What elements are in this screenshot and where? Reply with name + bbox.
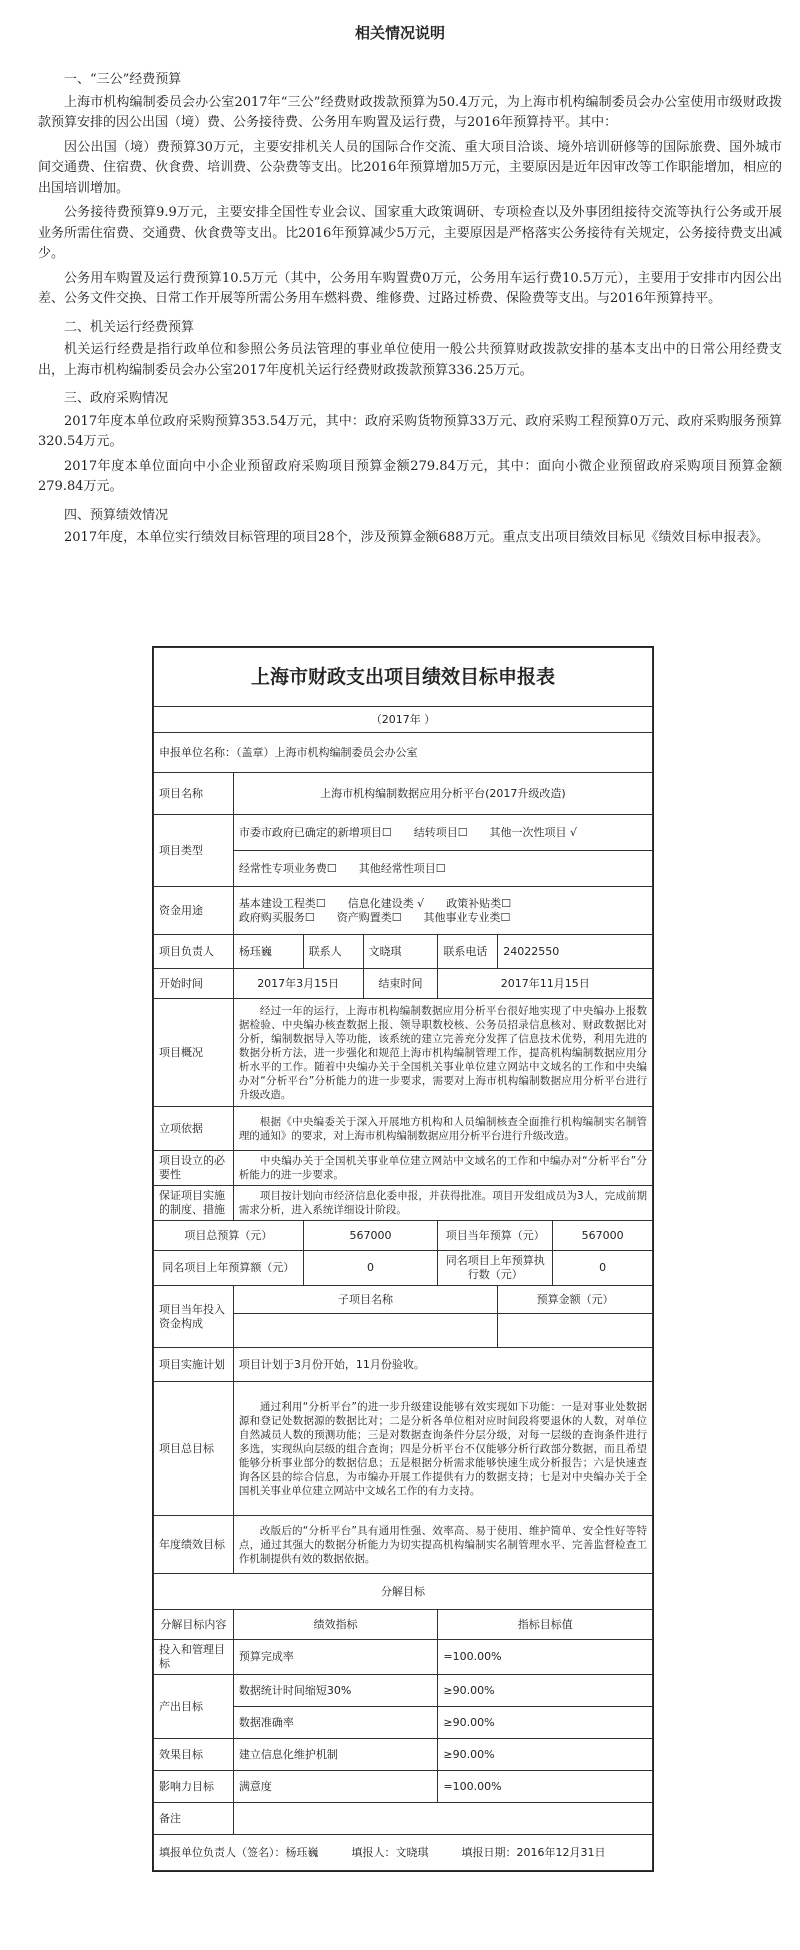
decomp-header-metric: 绩效指标 — [233, 1610, 438, 1640]
document-body — [38, 62, 782, 553]
decomp-header-value: 指标目标值 — [438, 1610, 653, 1640]
start-time-label: 开始时间 — [154, 969, 234, 999]
section-heading-1: 一、“三公”经费预算 — [64, 72, 182, 87]
paragraph: 2017年度本单位政府采购预算353.54万元，其中：政府采购货物预算33万元、政府采购工程预算0万元、政府采购服务预算320.54万元。 — [38, 413, 782, 449]
fund-use-label: 资金用途 — [154, 887, 234, 935]
goal-metric: 建立信息化维护机制 — [233, 1739, 438, 1771]
overview-value: 经过一年的运行，上海市机构编制数据应用分析平台很好地实现了中央编办上报数据检验、中央编办核查数据上报、领导职数校核、公务员招录信息核对、财政数据比对分析，编制数据导入等功能，该系统的建立完善充分发挥了信息技术优势，利用先进的数据分析方法，进一步强化和规范上海市机构编制管理工作，提高机构编制数据应用分析水平的工作。随着中央编办关于全国机关事业单位建立网站中文域名的工作和中央编办对“分析平台”分析能力的进一步要求，需要对上海市机构编制数据应用分析平台进行升级改造。 — [233, 999, 652, 1107]
overall-goal-label: 项目总目标 — [154, 1382, 234, 1516]
project-type-label: 项目类型 — [154, 815, 234, 887]
goal-row — [154, 1771, 653, 1803]
section-heading-2: 二、机关运行经费预算 — [64, 319, 195, 335]
end-time-value: 2017年11月15日 — [438, 969, 653, 999]
project-name-label: 项目名称 — [154, 773, 234, 815]
leader-value: 杨珏巍 — [233, 935, 303, 969]
goal-value: =100.00% — [438, 1640, 653, 1675]
year-budget-label: 项目当年预算（元） — [438, 1221, 553, 1251]
performance-target-form — [152, 646, 654, 1872]
goal-row — [154, 1640, 653, 1675]
goal-value: =100.00% — [438, 1771, 653, 1803]
goal-value: ≥90.00% — [438, 1675, 653, 1707]
goal-category: 投入和管理目标 — [154, 1640, 234, 1675]
annual-goal-value: 改版后的“分析平台”具有通用性强、效率高、易于使用、维护简单、安全性好等特点，通过其强大的数据分析能力为切实提高机构编制实名制管理水平、完善监督检查工作机制提供有效的数据依据。 — [233, 1516, 652, 1574]
project-type-options-1: 市委市政府已确定的新增项目☐ 结转项目☐ 其他一次性项目 √ — [233, 815, 652, 851]
plan-value: 项目计划于3月份开始，11月份验收。 — [233, 1348, 652, 1382]
phone-label: 联系电话 — [438, 935, 498, 969]
necessity-value: 中央编办关于全国机关事业单位建立网站中文域名的工作和中编办对“分析平台”分析能力的进一步要求。 — [233, 1151, 652, 1186]
goal-category: 影响力目标 — [154, 1771, 234, 1803]
document-title: 相关情况说明 — [354, 24, 445, 42]
goal-row — [154, 1675, 653, 1707]
overall-goal-value: 通过利用“分析平台”的进一步升级建设能够有效实现如下功能：一是对事业处数据源和登记处数据源的数据比对；二是分析各单位相对应时间段将要退休的人数，对单位自然减员人数的预测功能；三是对数据查询条件分层分级，对每一层级的查询条件进行多选，实现纵向层级的组合查询；四是分析平台不仅能够分析行政部分数据，而且希望能够分析事业部分的数据信息；五是根据分析需求能够快速生成分析报告；六是快速查询各区县的综合信息，为市编办开展工作提供有力的数据支持；七是对中央编办关于全国机关事业单位建立网站中文域名工作的有力支持。 — [233, 1382, 652, 1516]
basis-label: 立项依据 — [154, 1107, 234, 1151]
applicant-unit: 申报单位名称：（盖章）上海市机构编制委员会办公室 — [154, 733, 653, 773]
form-table — [153, 647, 653, 1871]
goal-value: ≥90.00% — [438, 1707, 653, 1739]
fund-use-options-1: 基本建设工程类☐ 信息化建设类 √ 政策补贴类☐ — [238, 896, 512, 910]
paragraph: 2017年度本单位面向中小企业预留政府采购项目预算金额279.84万元，其中：面向小微企业预留政府采购项目预算金额279.84万元。 — [38, 458, 782, 494]
total-budget-value: 567000 — [303, 1221, 438, 1251]
remark-value — [233, 1803, 652, 1835]
goal-row — [154, 1739, 653, 1771]
paragraph: 因公出国（境）费预算30万元，主要安排机关人员的国际合作交流、重大项目洽谈、境外培训研修等的国际旅费、国外城市间交通费、住宿费、伙食费、培训费、公杂费等支出。比2016年预算增加5万元，主要原因是近年因审改等工作职能增加，相应的出国培训增加。 — [38, 139, 782, 196]
goal-metric: 数据统计时间缩短30% — [233, 1675, 438, 1707]
phone-value: 24022550 — [498, 935, 653, 969]
project-name-value: 上海市机构编制数据应用分析平台(2017升级改造) — [233, 773, 652, 815]
paragraph: 2017年度，本单位实行绩效目标管理的项目28个，涉及预算金额688万元。重点支出项目绩效目标见《绩效目标申报表》。 — [64, 530, 769, 545]
remark-label: 备注 — [154, 1803, 234, 1835]
paragraph: 上海市机构编制委员会办公室2017年“三公”经费财政拨款预算为50.4万元，为上海市机构编制委员会办公室使用市级财政拨款预算安排的因公出国（境）费、公务接待费、公务用车购置及运行费，与2016年预算持平。其中： — [38, 94, 782, 130]
goal-category: 效果目标 — [154, 1739, 234, 1771]
basis-value: 根据《中央编委关于深入开展地方机构和人员编制核查全面推行机构编制实名制管理的通知》的要求，对上海市机构编制数据应用分析平台进行升级改造。 — [233, 1107, 652, 1151]
measures-value: 项目按计划向市经济信息化委申报，并获得批准。项目开发组成员为3人，完成前期需求分析，进入系统详细设计阶段。 — [233, 1186, 652, 1221]
prev-exec-value: 0 — [553, 1251, 653, 1286]
year-budget-value: 567000 — [553, 1221, 653, 1251]
contact-label: 联系人 — [303, 935, 363, 969]
project-type-options-2: 经常性专项业务费☐ 其他经常性项目☐ — [233, 851, 652, 887]
subproject-amount-cell — [498, 1314, 653, 1348]
goal-value: ≥90.00% — [438, 1739, 653, 1771]
prev-budget-value: 0 — [303, 1251, 438, 1286]
fund-use-options-2: 政府购买服务☐ 资产购置类☐ 其他事业专业类☐ — [238, 910, 511, 924]
end-time-label: 结束时间 — [363, 969, 438, 999]
prev-budget-label: 同名项目上年预算额（元） — [154, 1251, 304, 1286]
subproject-name-cell — [233, 1314, 497, 1348]
section-heading-4: 四、预算绩效情况 — [64, 507, 169, 523]
total-budget-label: 项目总预算（元） — [154, 1221, 304, 1251]
prev-exec-label: 同名项目上年预算执行数（元） — [438, 1251, 553, 1286]
section-heading-3: 三、政府采购情况 — [64, 391, 169, 406]
paragraph: 机关运行经费是指行政单位和参照公务员法管理的事业单位使用一般公共预算财政拨款安排的基本支出中的日常公用经费支出，上海市机构编制委员会办公室2017年度机关运行经费财政拨款预算336.25万元。 — [38, 342, 782, 378]
goal-metric: 预算完成率 — [233, 1640, 438, 1675]
paragraph: 公务接待费预算9.9万元，主要安排全国性专业会议、国家重大政策调研、专项检查以及外事团组接待交流等执行公务或开展业务所需住宿费、交通费、伙食费等支出。比2016年预算减少5万元，主要原因是严格落实公务接待有关规定，公务接待费支出减少。 — [38, 205, 782, 261]
goal-metric: 数据准确率 — [233, 1707, 438, 1739]
annual-goal-label: 年度绩效目标 — [154, 1516, 234, 1574]
form-year: （2017年 ） — [154, 707, 653, 733]
start-time-value: 2017年3月15日 — [233, 969, 363, 999]
decomposition-title: 分解目标 — [154, 1574, 653, 1610]
overview-label: 项目概况 — [154, 999, 234, 1107]
plan-label: 项目实施计划 — [154, 1348, 234, 1382]
goal-category: 产出目标 — [154, 1675, 234, 1739]
form-footer: 填报单位负责人（签名）：杨珏巍 填报人：文晓琪 填报日期：2016年12月31日 — [154, 1835, 653, 1871]
measures-label: 保证项目实施的制度、措施 — [154, 1186, 234, 1221]
form-title: 上海市财政支出项目绩效目标申报表 — [154, 648, 653, 707]
contact-value: 文晓琪 — [363, 935, 438, 969]
leader-label: 项目负责人 — [154, 935, 234, 969]
fund-composition-label: 项目当年投入资金构成 — [154, 1286, 234, 1348]
paragraph: 公务用车购置及运行费预算10.5万元（其中，公务用车购置费0万元，公务用车运行费10.5万元），主要用于安排市内因公出差、公务文件交换、日常工作开展等所需公务用车燃料费、维修费、过路过桥费、保险费等支出。与2016年预算持平。 — [38, 270, 782, 306]
goal-metric: 满意度 — [233, 1771, 438, 1803]
subproject-amount-header: 预算金额（元） — [498, 1286, 653, 1314]
subproject-name-header: 子项目名称 — [233, 1286, 497, 1314]
decomp-header-content: 分解目标内容 — [154, 1610, 234, 1640]
necessity-label: 项目设立的必要性 — [154, 1151, 234, 1186]
fund-use-options — [233, 887, 652, 935]
